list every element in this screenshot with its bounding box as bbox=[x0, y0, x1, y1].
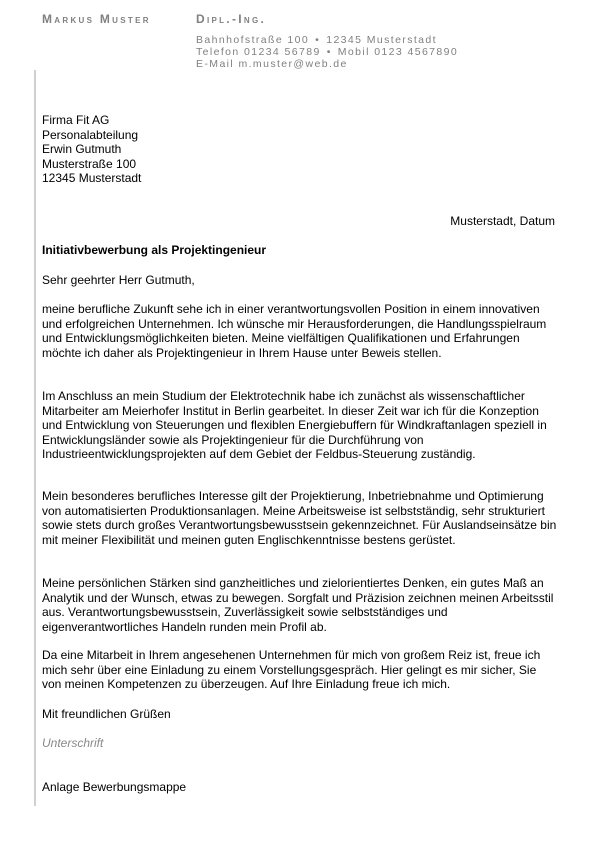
contact-separator: • bbox=[315, 34, 321, 46]
date-line: Musterstadt, Datum bbox=[450, 214, 555, 228]
recipient-city: 12345 Musterstadt bbox=[42, 171, 142, 185]
sender-name: Markus Muster bbox=[42, 12, 151, 26]
contact-phone-line bbox=[196, 46, 458, 58]
paragraph-text: meine berufliche Zukunft sehe ich in einer verantwortungsvollen Position in einem innovativen und erfolgreichen Unternehmen. Ich wünsche mir Herausforderungen, die Handlungsspielraum und Entwicklungsmöglichkeiten bieten. Meine vielfältigen Qualifikationen und Erfahrungen möchte ich daher als Projektingenieur in Ihrem Hause unter Beweis stellen. bbox=[42, 302, 547, 360]
paragraph-2 bbox=[42, 389, 557, 462]
contact-mobile: Mobil 0123 4567890 bbox=[337, 46, 459, 58]
paragraph-4 bbox=[42, 576, 557, 634]
contact-email: E-Mail m.muster@web.de bbox=[196, 58, 348, 70]
paragraph-text: Da eine Mitarbeit in Ihrem angesehenen Unternehmen für mich von großem Reiz ist, freue ich mich sehr über eine Einladung zu einem Vorstellungsgespräch. Hier gelingt es mir sicher, Sie von meinen Kompetenzen zu überzeugen. Auf Ihre Einladung freue ich mich. bbox=[42, 648, 541, 691]
recipient-person: Erwin Gutmuth bbox=[42, 142, 122, 156]
paragraph-text: Meine persönlichen Stärken sind ganzheitliches und zielorientiertes Denken, ein gutes Maß an Analytik und der Wunsch, etwas zu bewegen. Sorgfalt und Präzision zeichnen meinen Arbeitsstil aus. Verantwortungsbewusstsein, Zuverlässigkeit sowie selbstständiges und eigenverantwortliches Handeln runden mein Profil ab. bbox=[42, 576, 554, 634]
recipient-department: Personalabteilung bbox=[42, 127, 139, 142]
closing-phrase: Mit freundlichen Grüßen bbox=[42, 707, 171, 721]
contact-separator: • bbox=[326, 46, 332, 58]
paragraph-text: Im Anschluss an mein Studium der Elektrotechnik habe ich zunächst als wissenschaftlicher Mitarbeiter am Meierhofer Institut in Berlin gearbeitet. In dieser Zeit war ich für die Konzeption und Entwicklung von Steuerungen und flexiblen Energiebuffern für Windkraftanlagen speziell in Entwicklungsländer sowie als Projektingenieur für die Durchführung von Industrieentwicklungsprojekten auf dem Gebiet der Feldbus-Steuerung zuständig. bbox=[42, 389, 547, 461]
paragraph-text: Mein besonderes berufliches Interesse gilt der Projektierung, Inbetriebnahme und Optimierung von automatisierten Produktionsanlagen. Meine Arbeitsweise ist selbstständig, sehr strukturiert sowie stets durch großes Verantwortungsbewusstsein gekennzeichnet. Für Auslandseinsätze bin mit meiner Flexibilität und meinen guten Englischkenntnisse bestens gerüstet. bbox=[42, 489, 557, 547]
contact-city: 12345 Musterstadt bbox=[326, 34, 437, 46]
salutation: Sehr geehrter Herr Gutmuth, bbox=[42, 273, 195, 287]
recipient-street: Musterstraße 100 bbox=[42, 156, 137, 171]
paragraph-5 bbox=[42, 648, 557, 692]
signature-placeholder: Unterschrift bbox=[42, 736, 104, 750]
contact-phone: Telefon 01234 56789 bbox=[196, 46, 321, 58]
recipient-address bbox=[42, 113, 557, 186]
paragraph-3 bbox=[42, 489, 557, 547]
contact-email-line bbox=[196, 58, 458, 70]
letter-subject: Initiativbewerbung als Projektingenieur bbox=[42, 243, 267, 257]
sender-title: Dipl.-Ing. bbox=[196, 12, 267, 26]
left-margin-rule bbox=[34, 70, 36, 806]
enclosure-note: Anlage Bewerbungsmappe bbox=[42, 780, 187, 794]
contact-address-line bbox=[196, 34, 458, 46]
recipient-company: Firma Fit AG bbox=[42, 113, 110, 127]
sender-contact-block bbox=[196, 34, 458, 70]
contact-street: Bahnhofstraße 100 bbox=[196, 34, 310, 46]
paragraph-1 bbox=[42, 302, 557, 360]
